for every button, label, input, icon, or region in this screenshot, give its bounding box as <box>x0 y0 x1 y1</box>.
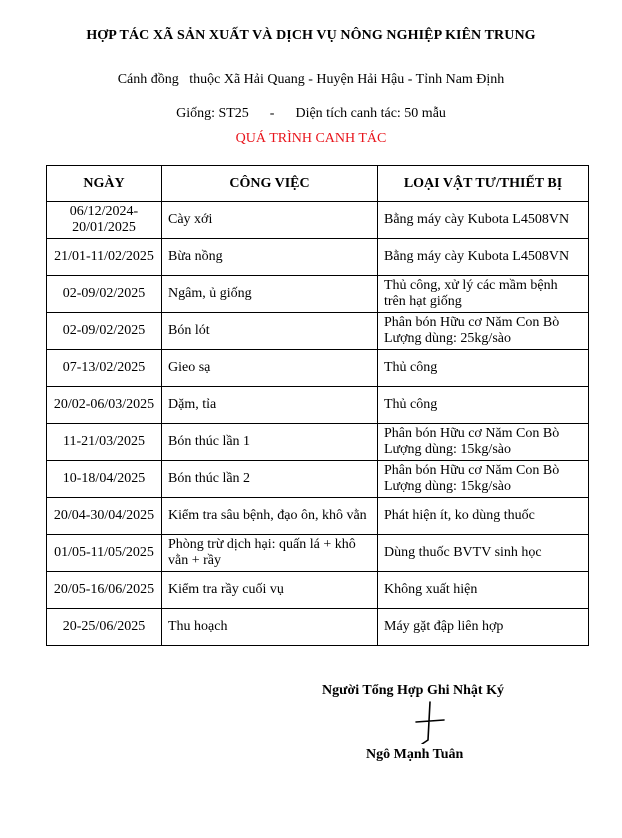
column-header-material: LOẠI VẬT TƯ/THIẾT BỊ <box>378 166 589 202</box>
material-cell: Phân bón Hữu cơ Năm Con Bò Lượng dùng: 15kg/sào <box>378 424 589 461</box>
table-row <box>47 609 589 646</box>
task-cell: Gieo sạ <box>162 350 378 387</box>
task-cell: Dặm, tỉa <box>162 387 378 424</box>
column-header-date: NGÀY <box>47 166 162 202</box>
farming-log-table <box>46 165 589 646</box>
table-row <box>47 239 589 276</box>
material-cell: Bằng máy cày Kubota L4508VN <box>378 202 589 239</box>
table-row <box>47 461 589 498</box>
date-cell: 20/05-16/06/2025 <box>47 572 162 609</box>
table-row <box>47 313 589 350</box>
date-cell: 10-18/04/2025 <box>47 461 162 498</box>
date-cell: 20/02-06/03/2025 <box>47 387 162 424</box>
task-cell: Thu hoạch <box>162 609 378 646</box>
cooperative-title: HỢP TÁC XÃ SẢN XUẤT VÀ DỊCH VỤ NÔNG NGHIỆP KIÊN TRUNG <box>86 28 536 43</box>
material-cell: Phân bón Hữu cơ Năm Con Bò Lượng dùng: 15kg/sào <box>378 461 589 498</box>
date-cell: 21/01-11/02/2025 <box>47 239 162 276</box>
table-row <box>47 498 589 535</box>
table-body <box>47 202 589 646</box>
material-cell: Dùng thuốc BVTV sinh học <box>378 535 589 572</box>
task-cell: Cày xới <box>162 202 378 239</box>
material-cell: Phân bón Hữu cơ Năm Con Bò Lượng dùng: 25kg/sào <box>378 313 589 350</box>
variety-area-line: Giống: ST25 - Diện tích canh tác: 50 mẫu <box>176 106 446 121</box>
date-cell: 02-09/02/2025 <box>47 313 162 350</box>
table-row <box>47 535 589 572</box>
material-cell: Thủ công <box>378 350 589 387</box>
task-cell: Kiểm tra sâu bệnh, đạo ôn, khô vằn <box>162 498 378 535</box>
signer-title: Người Tổng Hợp Ghi Nhật Ký <box>322 683 504 698</box>
field-location: Cánh đồng thuộc Xã Hải Quang - Huyện Hải Hậu - Tỉnh Nam Định <box>117 72 505 87</box>
date-cell: 11-21/03/2025 <box>47 424 162 461</box>
task-cell: Phòng trừ dịch hại: quấn lá + khô vằn + rầy <box>162 535 378 572</box>
date-cell: 01/05-11/05/2025 <box>47 535 162 572</box>
task-cell: Bón lót <box>162 313 378 350</box>
date-cell: 07-13/02/2025 <box>47 350 162 387</box>
column-header-task: CÔNG VIỆC <box>162 166 378 202</box>
signer-name: Ngô Mạnh Tuân <box>366 747 464 762</box>
section-title: QUÁ TRÌNH CANH TÁC <box>235 131 387 146</box>
material-cell: Thủ công <box>378 387 589 424</box>
material-cell: Thủ công, xử lý các mầm bệnh trên hạt giống <box>378 276 589 313</box>
table-row <box>47 424 589 461</box>
material-cell: Bằng máy cày Kubota L4508VN <box>378 239 589 276</box>
task-cell: Bón thúc lần 2 <box>162 461 378 498</box>
table-header-row <box>47 166 589 202</box>
date-cell: 20/04-30/04/2025 <box>47 498 162 535</box>
task-cell: Bón thúc lần 1 <box>162 424 378 461</box>
date-cell: 02-09/02/2025 <box>47 276 162 313</box>
date-cell: 20-25/06/2025 <box>47 609 162 646</box>
table-row <box>47 202 589 239</box>
material-cell: Không xuất hiện <box>378 572 589 609</box>
task-cell: Bừa nồng <box>162 239 378 276</box>
table-row <box>47 387 589 424</box>
table-row <box>47 572 589 609</box>
material-cell: Phát hiện ít, ko dùng thuốc <box>378 498 589 535</box>
task-cell: Kiểm tra rầy cuối vụ <box>162 572 378 609</box>
material-cell: Máy gặt đập liên hợp <box>378 609 589 646</box>
date-cell: 06/12/2024- 20/01/2025 <box>47 202 162 239</box>
table-row <box>47 276 589 313</box>
table-row <box>47 350 589 387</box>
task-cell: Ngâm, ủ giống <box>162 276 378 313</box>
signature-mark <box>410 700 450 744</box>
